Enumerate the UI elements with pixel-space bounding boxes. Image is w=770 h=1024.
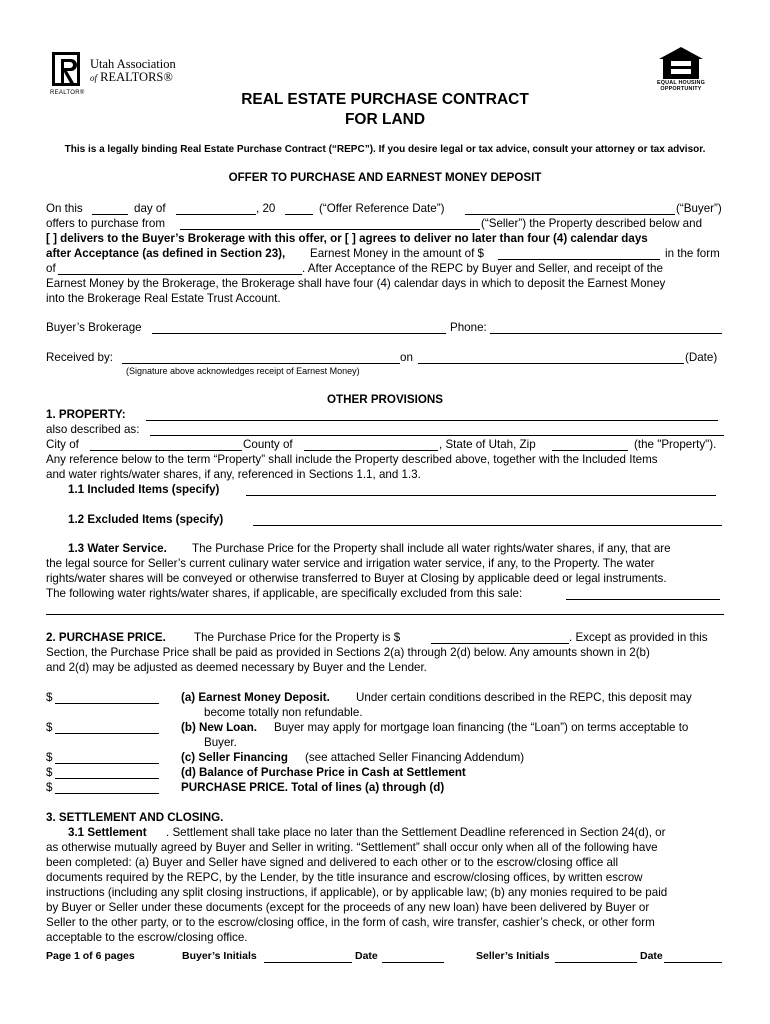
offer-on-this: On this: [46, 202, 83, 215]
realtor-r-icon: [52, 52, 80, 86]
seller-label: (“Seller”) the Property described below and: [481, 217, 703, 230]
purchase-price-l2: Section, the Purchase Price shall be paid as provided in Sections 2(a) through 2(d) below. Any amounts shown in 2(b): [46, 646, 650, 659]
buyer-date-field[interactable]: [382, 962, 444, 963]
realtor-mark-text: REALTOR®: [50, 90, 85, 96]
offer-line-6: Earnest Money by the Brokerage, the Brokerage shall have four (4) calendar days in which to deposit the Earnest Money: [46, 277, 666, 290]
county-label: County of: [243, 438, 293, 451]
water-l3: rights/water shares will be conveyed or otherwise transferred to Buyer at Closing by applicable deed or legal instruments.: [46, 572, 667, 585]
year-field[interactable]: [285, 214, 313, 215]
buyer-name-field[interactable]: [465, 214, 675, 215]
earnest-money-deposit-field[interactable]: [55, 703, 159, 704]
water-excluded-field-2[interactable]: [46, 614, 724, 615]
purchase-price-l1b: . Except as provided in this: [569, 631, 708, 644]
property-p2: and water rights/water shares, if any, referenced in Sections 1.1, and 1.3.: [46, 468, 421, 481]
phone-label: Phone:: [450, 321, 487, 334]
dollar-total: $: [46, 781, 53, 794]
water-l4: The following water rights/water shares, if applicable, are specifically excluded from this sale:: [46, 587, 523, 600]
settlement-l7: Seller to the other party, or to the escrow/closing office, in the form of cash, wire transfer, cashier’s check, or other form: [46, 916, 655, 929]
month-field[interactable]: [176, 214, 256, 215]
settlement-heading: 3. SETTLEMENT AND CLOSING.: [46, 811, 224, 824]
purchase-price-heading: 2. PURCHASE PRICE.: [46, 631, 166, 644]
also-described-label: also described as:: [46, 423, 140, 436]
offer-day-of: day of: [134, 202, 166, 215]
offer-reference-date: (“Offer Reference Date”): [319, 202, 445, 215]
settlement-l2: as otherwise mutually agreed by Buyer and Seller in writing. “Settlement” shall occur only when all of the following have: [46, 841, 658, 854]
page-number: Page 1 of 6 pages: [46, 950, 135, 962]
water-service-heading: 1.3 Water Service.: [68, 542, 167, 555]
other-provisions-heading: OTHER PROVISIONS: [327, 393, 443, 406]
seller-financing-field[interactable]: [55, 763, 159, 764]
offers-to-purchase: offers to purchase from: [46, 217, 165, 230]
phone-field[interactable]: [490, 333, 722, 334]
water-l2: the legal source for Seller’s current culinary water service and irrigation water service, if any, to the Property. The water: [46, 557, 655, 570]
item-c-head: (c) Seller Financing: [181, 751, 288, 764]
buyers-brokerage-field[interactable]: [152, 333, 446, 334]
water-excluded-field[interactable]: [566, 599, 720, 600]
total-purchase-price-field[interactable]: [55, 793, 159, 794]
dollar-a: $: [46, 691, 53, 704]
purchase-price-field[interactable]: [431, 643, 569, 644]
seller-name-field[interactable]: [180, 229, 480, 230]
org-name: Utah Association of REALTORS®: [90, 57, 176, 84]
property-heading: 1. PROPERTY:: [46, 408, 126, 421]
after-acceptance: after Acceptance (as defined in Section 23),: [46, 247, 286, 260]
after-acceptance-rest: . After Acceptance of the REPC by Buyer and Seller, and receipt of the: [302, 262, 663, 275]
document-title: REAL ESTATE PURCHASE CONTRACT FOR LAND: [241, 91, 529, 128]
dollar-c: $: [46, 751, 53, 764]
eho-text: EQUAL HOUSING OPPORTUNITY: [656, 80, 706, 92]
day-field[interactable]: [92, 214, 128, 215]
item-c-rest: (see attached Seller Financing Addendum): [305, 751, 525, 764]
offer-line-7: into the Brokerage Real Estate Trust Account.: [46, 292, 281, 305]
county-field[interactable]: [304, 450, 438, 451]
received-by-label: Received by:: [46, 351, 114, 364]
buyer-initials-label: Buyer’s Initials: [182, 950, 257, 962]
zip-field[interactable]: [552, 450, 628, 451]
item-b-rest: Buyer may apply for mortgage loan financing (the “Loan”) on terms acceptable to: [274, 721, 689, 734]
the-property-label: (the "Property").: [634, 438, 717, 451]
item-b-head: (b) New Loan.: [181, 721, 257, 734]
item-a-rest: Under certain conditions described in the REPC, this deposit may: [356, 691, 692, 704]
balance-cash-field[interactable]: [55, 778, 159, 779]
dollar-d: $: [46, 766, 53, 779]
item-d: (d) Balance of Purchase Price in Cash at Settlement: [181, 766, 466, 779]
equal-housing-icon: [658, 46, 704, 80]
settlement-l5: instructions (including any split closing instructions, if applicable), or by applicable law; (b) any monies required to be paid: [46, 886, 668, 899]
buyer-initials-field[interactable]: [264, 962, 352, 963]
dollar-b: $: [46, 721, 53, 734]
signature-note: (Signature above acknowledges receipt of Earnest Money): [126, 366, 360, 376]
on-label: on: [400, 351, 413, 364]
also-described-field[interactable]: [150, 435, 724, 436]
seller-initials-label: Seller’s Initials: [476, 950, 550, 962]
in-the-form: in the form: [665, 247, 720, 260]
city-label: City of: [46, 438, 79, 451]
earnest-money-amount-field[interactable]: [498, 259, 660, 260]
settlement-l6: by Buyer or Seller under these documents (except for the proceeds of any new loan) have been delivered by Buyer or: [46, 901, 650, 914]
of-label: of: [46, 262, 56, 275]
seller-date-label: Date: [640, 950, 663, 962]
included-items-field[interactable]: [246, 495, 716, 496]
purchase-price-l3: and 2(d) may be adjusted as deemed necessary by Buyer and the Lender.: [46, 661, 427, 674]
settlement-l1: . Settlement shall take place no later than the Settlement Deadline referenced in Section 24(d), or: [166, 826, 666, 839]
new-loan-field[interactable]: [55, 733, 159, 734]
legal-notice: This is a legally binding Real Estate Purchase Contract (“REPC”). If you desire legal or tax advice, consult your attorney or tax advisor.: [64, 144, 706, 155]
received-date-field[interactable]: [418, 363, 684, 364]
excluded-items-field[interactable]: [253, 525, 722, 526]
property-field[interactable]: [146, 420, 718, 421]
settlement-l3: been completed: (a) Buyer and Seller have signed and delivered to each other or to the escrow/closing office all: [46, 856, 619, 869]
item-a-head: (a) Earnest Money Deposit.: [181, 691, 330, 704]
offer-heading: OFFER TO PURCHASE AND EARNEST MONEY DEPOSIT: [228, 171, 542, 184]
earnest-money-form-field[interactable]: [58, 274, 302, 275]
buyers-brokerage-label: Buyer’s Brokerage: [46, 321, 142, 334]
included-items-label: 1.1 Included Items (specify): [68, 483, 220, 496]
total-purchase-price: PURCHASE PRICE. Total of lines (a) through (d): [181, 781, 445, 794]
water-l1: The Purchase Price for the Property shall include all water rights/water shares, if any, that are: [192, 542, 671, 555]
city-field[interactable]: [90, 450, 242, 451]
settlement-l4: documents required by the REPC, by the Lender, by the title insurance and escrow/closing offices, by written escrow: [46, 871, 643, 884]
buyer-date-label: Date: [355, 950, 378, 962]
seller-date-field[interactable]: [664, 962, 722, 963]
item-a-l2: become totally non refundable.: [204, 706, 363, 719]
purchase-price-l1a: The Purchase Price for the Property is $: [194, 631, 401, 644]
state-zip-label: , State of Utah, Zip: [439, 438, 536, 451]
settlement-subhead: 3.1 Settlement: [68, 826, 147, 839]
delivery-options[interactable]: [ ] delivers to the Buyer’s Brokerage with this offer, or [ ] agrees to deliver no later than four (4) calendar days: [46, 232, 648, 245]
date-label: (Date): [685, 351, 718, 364]
excluded-items-label: 1.2 Excluded Items (specify): [68, 513, 224, 526]
earnest-money-amount-label: Earnest Money in the amount of $: [310, 247, 485, 260]
buyer-label: (“Buyer”): [676, 202, 722, 215]
seller-initials-field[interactable]: [555, 962, 637, 963]
received-by-signature-field[interactable]: [122, 363, 400, 364]
item-b-l2: Buyer.: [204, 736, 237, 749]
property-p1: Any reference below to the term “Property” shall include the Property described above, together with the Included Items: [46, 453, 658, 466]
settlement-l8: acceptable to the escrow/closing office.: [46, 931, 248, 944]
offer-20: , 20: [256, 202, 276, 215]
